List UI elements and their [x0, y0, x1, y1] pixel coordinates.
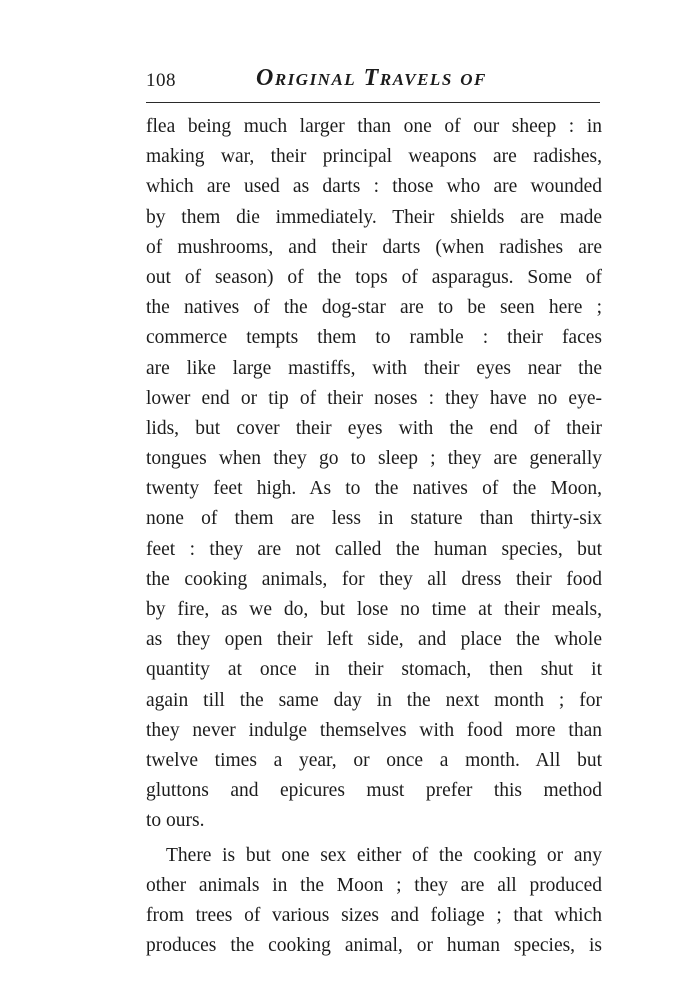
body-text — [146, 112, 602, 961]
paragraph — [146, 112, 602, 837]
text-line: again till the same day in the next month ; for — [146, 689, 602, 711]
page-number: 108 — [146, 70, 176, 91]
text-line: they never indulge themselves with food more than — [146, 719, 602, 741]
text-line: out of season) of the tops of asparagus. Some of — [146, 266, 602, 288]
text-line: other animals in the Moon ; they are all produced — [146, 874, 602, 896]
paragraph — [146, 841, 602, 962]
text-line: produces the cooking animal, or human species, is — [146, 935, 602, 957]
text-line: commerce tempts them to ramble : their faces — [146, 327, 602, 349]
text-line: tongues when they go to sleep ; they are generally — [146, 448, 602, 470]
text-line: the cooking animals, for they all dress their food — [146, 568, 602, 590]
text-line: from trees of various sizes and foliage ; that which — [146, 904, 602, 926]
text-line: feet : they are not called the human species, but — [146, 538, 602, 560]
text-line: twelve times a year, or once a month. All but — [146, 749, 602, 771]
text-line: which are used as darts : those who are wounded — [146, 176, 602, 198]
text-line: quantity at once in their stomach, then shut it — [146, 659, 602, 681]
text-line: There is but one sex either of the cooking or any — [166, 844, 602, 866]
text-line: gluttons and epicures must prefer this method — [146, 780, 602, 802]
header-rule — [146, 102, 600, 103]
text-line: are like large mastiffs, with their eyes near the — [146, 357, 602, 379]
text-line: flea being much larger than one of our sheep : in — [146, 116, 602, 137]
text-line: the natives of the dog-star are to be seen here ; — [146, 297, 602, 319]
text-line: to ours. — [146, 810, 205, 832]
text-line: of mushrooms, and their darts (when radishes are — [146, 236, 602, 258]
text-line: lids, but cover their eyes with the end of their — [146, 417, 602, 439]
text-line: making war, their principal weapons are radishes, — [146, 146, 602, 168]
text-line: by fire, as we do, but lose no time at their meals, — [146, 599, 602, 620]
text-line: as they open their left side, and place the whole — [146, 629, 602, 651]
text-line: by them die immediately. Their shields are made — [146, 206, 602, 228]
running-head — [146, 64, 600, 100]
text-line: none of them are less in stature than thirty-six — [146, 508, 602, 530]
text-line: twenty feet high. As to the natives of the Moon, — [146, 478, 602, 500]
running-title: Original Travels of — [256, 65, 487, 91]
text-line: lower end or tip of their noses : they have no eye- — [146, 387, 602, 409]
